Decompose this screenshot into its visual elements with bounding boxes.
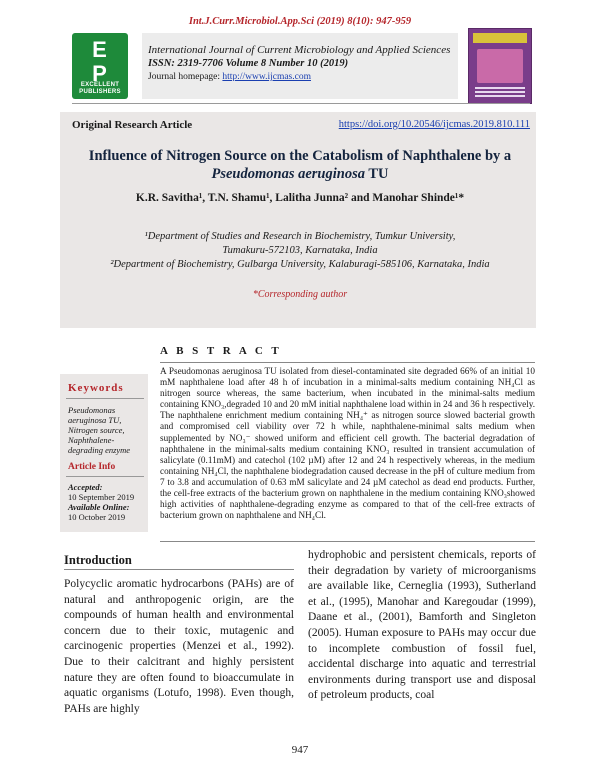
header-divider (72, 103, 530, 104)
article-info-divider (66, 476, 144, 477)
accepted-label: Accepted: (68, 482, 103, 492)
introduction-heading: Introduction (64, 553, 132, 567)
article-title (72, 147, 528, 183)
corresponding-author: *Corresponding author (252, 289, 348, 300)
article-info (68, 482, 148, 522)
issn-volume: ISSN: 2319-7706 Volume 8 Number 10 (2019) (148, 58, 349, 69)
introduction-column-1: Polycyclic aromatic hydrocarbons (PAHs) are of natural and anthropogenic origin, are the compounds of human health and environmental concern due to their toxic, mutagenic and carcinogenic properties (Menzei et al., 1992). Due to their calcitrant and highly persistent nature they are often found to bioaccumulate in aquatic organisms (Lotufo, 1998). Even though, PAHs are highly (64, 578, 294, 715)
logo-letter-e: E (92, 37, 108, 62)
keywords-list (68, 405, 148, 455)
affiliation-1a: ¹Department of Studies and Research in Biochemistry, Tumkur University, (144, 231, 456, 242)
keywords-heading: Keywords (68, 382, 124, 394)
keyword-item: Nitrogen source, (68, 425, 125, 435)
affiliation-1b: Tumakuru-572103, Karnataka, India (222, 245, 378, 256)
title-species: Pseudomonas aeruginosa (211, 166, 365, 182)
online-date: 10 October 2019 (68, 512, 126, 522)
title-line-2 (72, 165, 528, 183)
journal-cover-image (468, 28, 532, 104)
accepted-date: 10 September 2019 (68, 492, 135, 502)
journal-reference: Int.J.Curr.Microbiol.App.Sci (2019) 8(10): 947-959 (188, 16, 412, 27)
journal-homepage (148, 72, 311, 82)
keyword-item: Naphthalene- (68, 435, 115, 445)
article-type: Original Research Article (72, 119, 193, 131)
homepage-link[interactable]: http://www.ijcmas.com (222, 72, 311, 82)
doi-link[interactable]: https://doi.org/10.20546/ijcmas.2019.810.111 (338, 119, 530, 130)
publisher-logo (72, 33, 128, 99)
homepage-label: Journal homepage: (148, 72, 223, 82)
logo-letter-p: P (92, 61, 108, 86)
introduction-divider (64, 569, 294, 570)
keywords-divider (66, 398, 144, 399)
journal-name: International Journal of Current Microbiology and Applied Sciences (148, 44, 451, 56)
affiliation-2: ²Department of Biochemistry, Gulbarga University, Kalaburagi-585106, Karnataka, India (110, 259, 490, 270)
article-info-heading: Article Info (68, 462, 116, 472)
abstract-divider (160, 362, 535, 363)
title-strain: TU (364, 166, 389, 182)
keyword-item: Pseudomonas aeruginosa TU, (68, 405, 122, 425)
page-number: 947 (291, 744, 309, 756)
abstract-text: A Pseudomonas aeruginosa TU isolated from diesel-contaminated site degraded 66% of an initial 10 mM naphthalene load after 48 h of incubation in a minimal-salts medium containing NH₄Cl as nitrogen source whereas, the same bacterium, when incubated in the minimal-salts medium containing KNO₃,degraded 10 and 20 mM initial naphthalene load within in 24 and 36 h respectively. The naphthalene enrichment medium containing NH₄⁺ as nitrogen source slowed bacterial growth and compromised cell viability over 72 h while, naphthalene-minimal salts medium when supplemented by NO₃⁻ showed uniform and efficient cell growth. The bacterial degradation of naphthalene in the minimal-salts medium containing KNO₃ resulted in transient accumulation of salicylate (0.11mM) and catechol (102 µM) after 12 and 24 h respectively whereas, in the medium containing NH₄Cl, the naphthalene biodegradation caused decrease in the pH of culture medium from 7 to 3.8 and accumulation of 0.63 mM salicylate and 24 µM catechol as dead end products. Further, the cell-free extracts of the bacterium grown on naphthalene in the medium containing KNO₃showed high activities of naphthalene-degrading enzyme as compared to that of the cell-free extracts of bacterium grown on naphthalene and NH₄Cl. (160, 366, 535, 521)
logo-caption: EXCELLENT PUBLISHERS (79, 82, 121, 95)
keyword-item: degrading enzyme (68, 445, 131, 455)
introduction-column-2: hydrophobic and persistent chemicals, reports of their degradation by variety of microorganisms are available like, Cerneglia (1993), Sutherland et al., (1995), Manohar and Karegoudar (1999), Daane et al., (2001), Bamforth and Singleton (2005). Human exposure to PAHs may occur due to incomplete combustion of fossil fuel, accidental discharge into aquatic and terrestrial environments during transport use and disposal of petroleum products, coal (308, 549, 536, 702)
online-label: Available Online: (68, 502, 130, 512)
authors: K.R. Savitha¹, T.N. Shamu¹, Lalitha Junna² and Manohar Shinde¹* (135, 192, 465, 204)
title-line-1: Influence of Nitrogen Source on the Catabolism of Naphthalene by a (88, 148, 512, 164)
affiliations (72, 230, 528, 272)
abstract-bottom-divider (160, 541, 535, 542)
abstract-heading: A B S T R A C T (160, 345, 282, 357)
